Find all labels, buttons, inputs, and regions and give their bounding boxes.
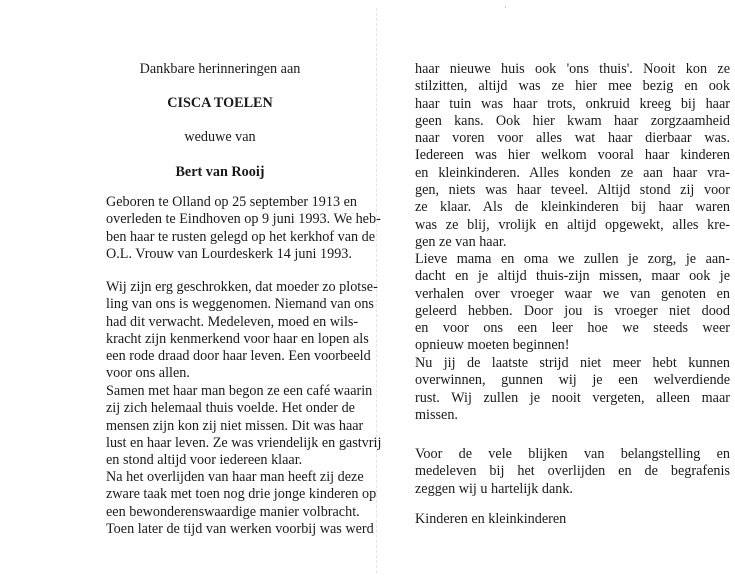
signature-line: Kinderen en kleinkinderen <box>415 511 567 527</box>
text-line: en stond altijd voor iedereen klaar. <box>106 452 303 469</box>
rest-paragraph <box>415 355 730 424</box>
fold-mark <box>505 6 506 8</box>
text-line: was ze blij, vrolijk en altijd opgewekt, alles kre- <box>415 216 730 233</box>
text-line: ze klaar. Als de kleinkinderen bij haar waren <box>415 199 730 216</box>
text-line: geleerd hebben. Door jou is vroeger niet dood <box>415 302 730 319</box>
text-line: Na het overlijden van haar man heeft zij deze <box>106 469 364 485</box>
text-line: ben haar te rusten gelegd op het kerkhof van de <box>106 228 376 245</box>
shock-paragraph <box>106 279 378 383</box>
text-line: O.L. Vrouw van Lourdeskerk 14 juni 1993. <box>106 245 352 262</box>
text-line: kracht zijn kenmerkend voor haar en lopen als <box>106 330 369 347</box>
text-line: Samen met haar man begon ze een café waarin <box>106 383 373 399</box>
text-line: medeleven bij het overlijden en de begrafenis <box>415 463 730 480</box>
birth-death-paragraph <box>106 194 381 263</box>
spouse-name: Bert van Rooij <box>175 164 265 180</box>
later-life-paragraph <box>106 469 377 538</box>
text-line: Geboren te Olland op 25 september 1913 en <box>106 194 357 210</box>
home-paragraph <box>415 61 730 251</box>
text-line: zij zich helemaal thuis voelde. Het onder de <box>106 400 355 417</box>
text-line: Iedereen was hier welkom vooral haar kinderen <box>415 147 730 164</box>
thanks-paragraph <box>415 446 730 498</box>
text-line: overwinnen, gunnen wij je een welverdiende <box>415 372 730 389</box>
text-line: dacht en je altijd thuis-zijn missen, maar ook je <box>415 268 730 285</box>
text-line: gen, niets was haar teveel. Altijd stond zij voor <box>415 182 730 199</box>
text-line: ling van ons is weggenomen. Niemand van ons <box>106 296 374 313</box>
cafe-paragraph <box>106 383 382 469</box>
text-line: geen kans. Ook hier kwam haar zorgzaamheid <box>415 112 730 129</box>
text-line: zware taak met toen nog drie jonge kinderen op <box>106 486 377 503</box>
text-line: en voor ons een leer hoe we steeds weer <box>415 320 730 337</box>
text-line: verhalen over vroeger waar we van genoten en <box>415 285 730 302</box>
text-line: rust. Wij zullen je nooit vergeten, alleen maar <box>415 389 730 406</box>
farewell-paragraph <box>415 251 730 355</box>
text-line: overleden te Eindhoven op 9 juni 1993. We heb- <box>106 211 381 228</box>
text-line: Nu jij de laatste strijd niet meer hebt kunnen <box>415 355 730 371</box>
relation-line: weduwe van <box>184 129 256 145</box>
text-line: mensen zijn kon zij niet missen. Dit was haar <box>106 417 364 434</box>
text-line: opnieuw moeten beginnen! <box>415 337 570 354</box>
text-line: haar tuin was haar trots, onkruid kreeg bij haar <box>415 95 730 112</box>
text-line: missen. <box>415 406 458 423</box>
text-line: had dit verwacht. Medeleven, moed en wils- <box>106 313 359 330</box>
text-line: naar voren voor alles wat haar dierbaar was. <box>415 130 730 147</box>
text-line: Voor de vele blijken van belangstelling en <box>415 446 730 462</box>
text-line: Lieve mama en oma we zullen je zorg, je aan- <box>415 251 730 267</box>
text-line: stilzitten, altijd was ze hier mee bezig en ook <box>415 78 730 95</box>
text-line: gen ze van haar. <box>415 233 507 250</box>
text-line: Toen later de tijd van werken voorbij was werd <box>106 520 374 537</box>
text-line: Wij zijn erg geschrokken, dat moeder zo plotse- <box>106 279 378 295</box>
text-line: haar nieuwe huis ook 'ons thuis'. Nooit kon ze <box>415 61 730 77</box>
text-line: zeggen wij u hartelijk dank. <box>415 480 573 497</box>
intro-line: Dankbare herinneringen aan <box>139 61 301 77</box>
text-line: voor ons allen. <box>106 365 190 382</box>
text-line: een bewonderenswaardige manier volbracht. <box>106 503 360 520</box>
text-line: lust en haar leven. Ze was vriendelijk en gastvrij <box>106 434 382 451</box>
deceased-name: CISCA TOELEN <box>167 95 273 111</box>
text-line: en kleinkinderen. Alles konden ze aan haar vra- <box>415 164 730 181</box>
text-line: een rode draad door haar leven. Een voorbeeld <box>106 348 371 365</box>
